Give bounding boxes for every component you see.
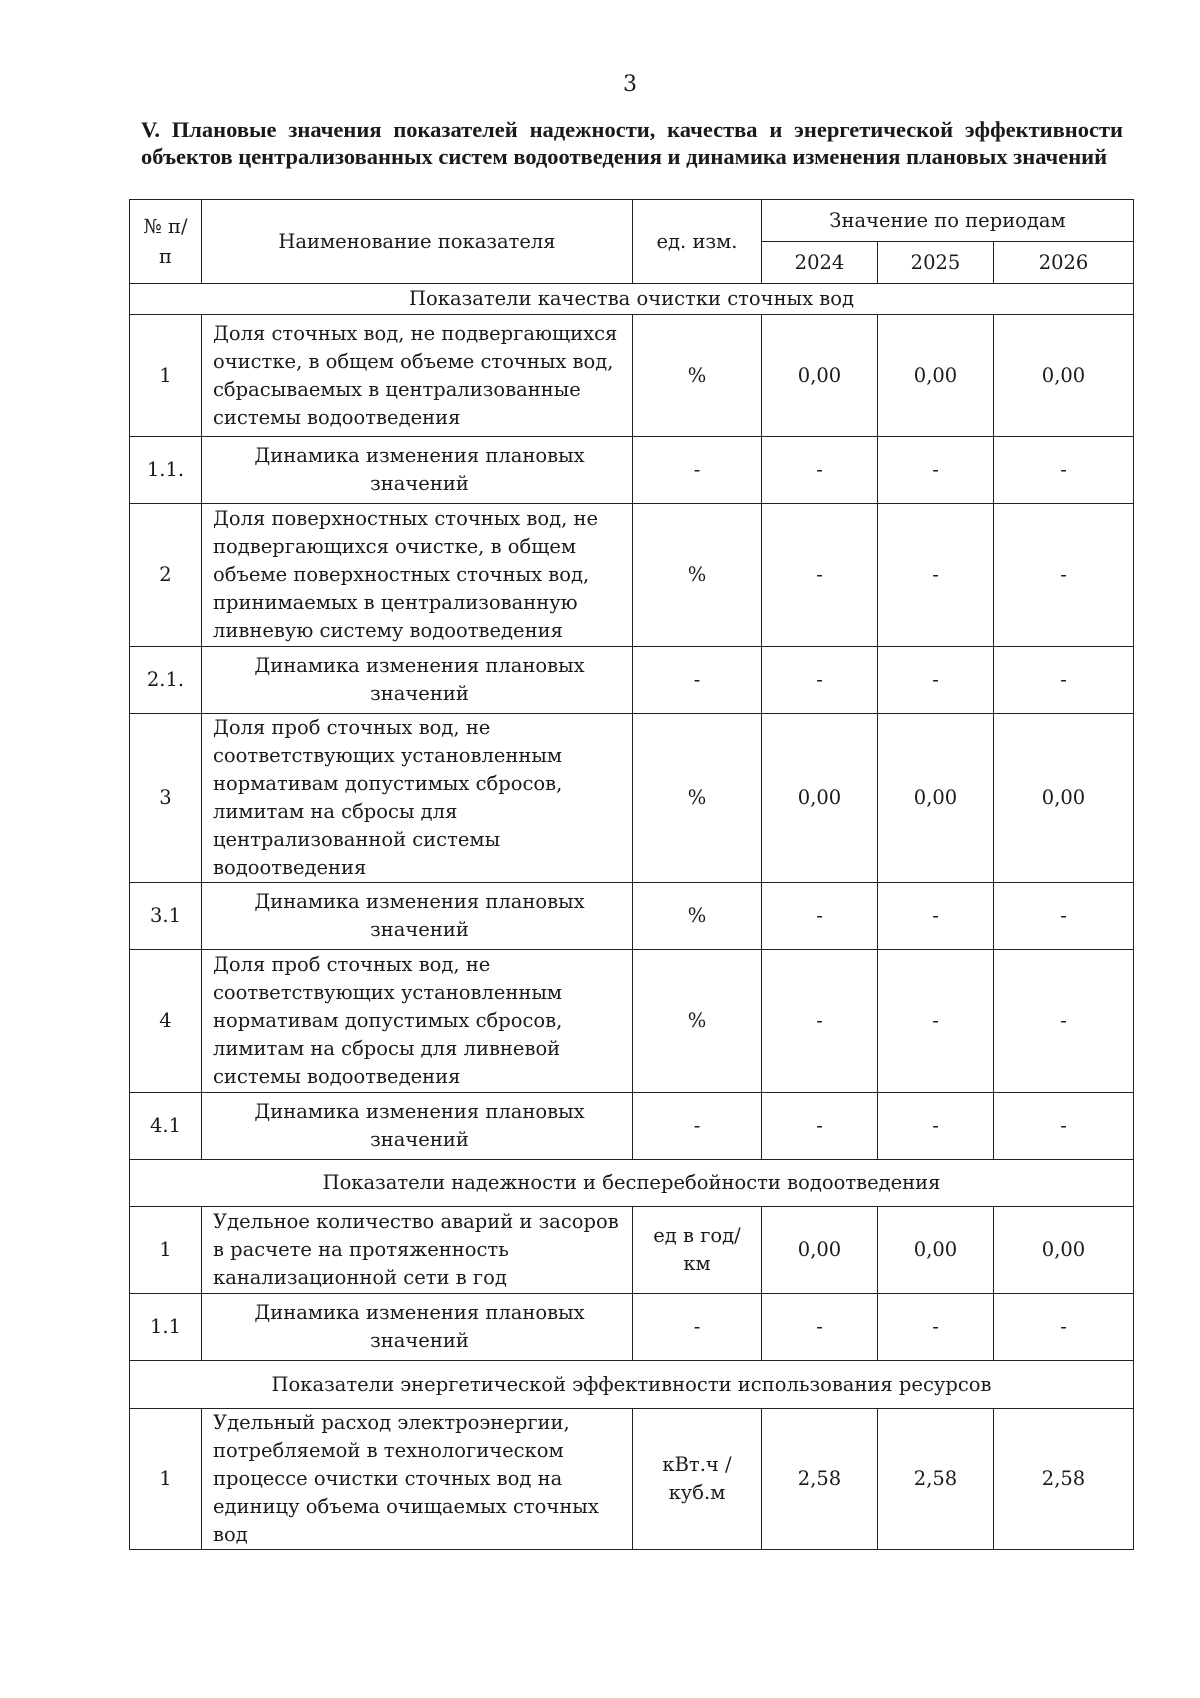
row-value-2025: 0,00	[878, 315, 994, 437]
row-value-2024: 0,00	[762, 1207, 878, 1294]
row-value-2026: 0,00	[994, 315, 1134, 437]
header-indicator-name: Наименование показателя	[202, 200, 633, 284]
row-indicator-name: Доля поверхностных сточных вод, не подвергающихся очистке, в общем объеме поверхностных сточных вод, принимаемых в централизованную ливневую систему водоотведения	[202, 504, 633, 647]
row-value-2025: -	[878, 883, 994, 950]
row-value-2025: -	[878, 504, 994, 647]
row-value-2024: 0,00	[762, 714, 878, 883]
row-value-2026: -	[994, 950, 1134, 1093]
row-value-2025: -	[878, 1093, 994, 1160]
table-row	[130, 714, 1134, 883]
row-indicator-name: Динамика изменения плановых значений	[202, 437, 633, 504]
row-value-2026: -	[994, 883, 1134, 950]
row-number: 1	[130, 1409, 202, 1550]
row-value-2025: 2,58	[878, 1409, 994, 1550]
row-value-2025: 0,00	[878, 1207, 994, 1294]
table-row	[130, 647, 1134, 714]
row-value-2026: -	[994, 1294, 1134, 1361]
row-value-2024: -	[762, 1093, 878, 1160]
row-unit: %	[633, 315, 762, 437]
row-value-2024: -	[762, 504, 878, 647]
row-value-2025: -	[878, 647, 994, 714]
row-number: 1.1	[130, 1294, 202, 1361]
indicators-table	[129, 199, 1134, 1550]
header-number: № п/п	[130, 200, 202, 284]
row-value-2025: -	[878, 950, 994, 1093]
row-indicator-name: Доля проб сточных вод, не соответствующих установленным нормативам допустимых сбросов, лимитам на сбросы для ливневой системы водоотведения	[202, 950, 633, 1093]
row-indicator-name: Динамика изменения плановых значений	[202, 647, 633, 714]
table-row	[130, 950, 1134, 1093]
row-unit: -	[633, 647, 762, 714]
row-indicator-name: Доля сточных вод, не подвергающихся очистке, в общем объеме сточных вод, сбрасываемых в централизованные системы водоотведения	[202, 315, 633, 437]
row-value-2024: 2,58	[762, 1409, 878, 1550]
table-row	[130, 437, 1134, 504]
row-number: 4.1	[130, 1093, 202, 1160]
table-row	[130, 315, 1134, 437]
section-heading: V. Плановые значения показателей надежности, качества и энергетической эффективности объектов централизованных систем водоотведения и динамика изменения плановых значений	[141, 117, 1123, 169]
row-value-2026: 0,00	[994, 714, 1134, 883]
header-year: 2025	[878, 242, 994, 284]
row-number: 1	[130, 1207, 202, 1294]
row-number: 4	[130, 950, 202, 1093]
section-title: Показатели энергетической эффективности использования ресурсов	[130, 1361, 1134, 1409]
table-row	[130, 1093, 1134, 1160]
table-row	[130, 1294, 1134, 1361]
table-row	[130, 1409, 1134, 1550]
section-title: Показатели надежности и бесперебойности водоотведения	[130, 1160, 1134, 1207]
row-unit: -	[633, 437, 762, 504]
row-value-2024: -	[762, 883, 878, 950]
section-row	[130, 1160, 1134, 1207]
row-number: 3.1	[130, 883, 202, 950]
section-row	[130, 1361, 1134, 1409]
row-unit: ед в год/ км	[633, 1207, 762, 1294]
row-value-2026: -	[994, 437, 1134, 504]
row-value-2026: -	[994, 1093, 1134, 1160]
row-unit: кВт.ч / куб.м	[633, 1409, 762, 1550]
row-number: 3	[130, 714, 202, 883]
row-value-2025: -	[878, 437, 994, 504]
header-year: 2026	[994, 242, 1134, 284]
row-value-2024: -	[762, 950, 878, 1093]
row-unit: -	[633, 1294, 762, 1361]
row-value-2025: 0,00	[878, 714, 994, 883]
row-number: 1	[130, 315, 202, 437]
row-unit: %	[633, 950, 762, 1093]
row-indicator-name: Динамика изменения плановых значений	[202, 883, 633, 950]
row-value-2024: -	[762, 1294, 878, 1361]
row-unit: %	[633, 883, 762, 950]
header-periods: Значение по периодам	[762, 200, 1134, 242]
row-indicator-name: Доля проб сточных вод, не соответствующих установленным нормативам допустимых сбросов, лимитам на сбросы для централизованной системы водоотведения	[202, 714, 633, 883]
section-title: Показатели качества очистки сточных вод	[130, 284, 1134, 315]
table-row	[130, 1207, 1134, 1294]
row-indicator-name: Удельный расход электроэнергии, потребляемой в технологическом процессе очистки сточных вод на единицу объема очищаемых сточных вод	[202, 1409, 633, 1550]
row-unit: %	[633, 714, 762, 883]
row-value-2025: -	[878, 1294, 994, 1361]
row-number: 2.1.	[130, 647, 202, 714]
row-value-2026: 0,00	[994, 1207, 1134, 1294]
section-row	[130, 284, 1134, 315]
row-value-2026: -	[994, 647, 1134, 714]
row-indicator-name: Динамика изменения плановых значений	[202, 1093, 633, 1160]
row-unit: -	[633, 1093, 762, 1160]
page-number: 3	[623, 72, 637, 97]
row-number: 2	[130, 504, 202, 647]
row-indicator-name: Удельное количество аварий и засоров в расчете на протяженность канализационной сети в год	[202, 1207, 633, 1294]
row-value-2026: 2,58	[994, 1409, 1134, 1550]
table-row	[130, 504, 1134, 647]
row-number: 1.1.	[130, 437, 202, 504]
row-value-2024: -	[762, 437, 878, 504]
row-unit: %	[633, 504, 762, 647]
row-value-2024: -	[762, 647, 878, 714]
row-value-2024: 0,00	[762, 315, 878, 437]
header-unit: ед. изм.	[633, 200, 762, 284]
table-row	[130, 883, 1134, 950]
header-year: 2024	[762, 242, 878, 284]
row-value-2026: -	[994, 504, 1134, 647]
row-indicator-name: Динамика изменения плановых значений	[202, 1294, 633, 1361]
